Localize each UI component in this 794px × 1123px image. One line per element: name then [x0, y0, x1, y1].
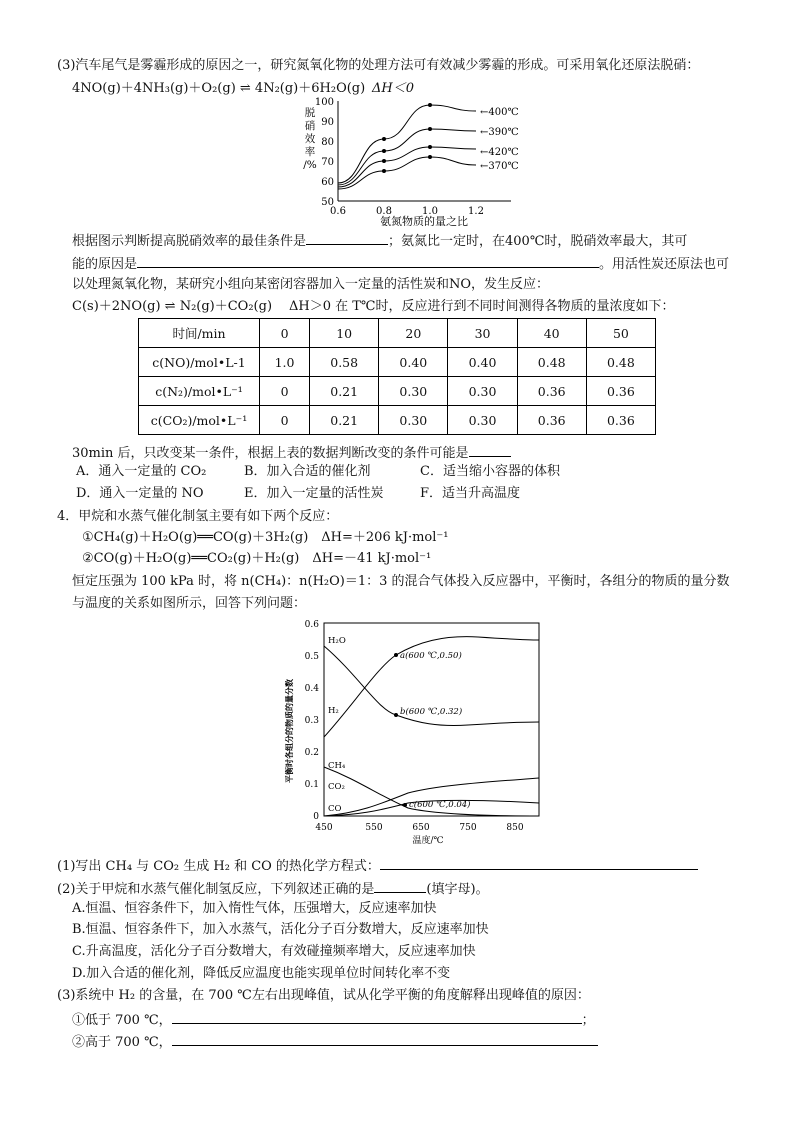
x-tick: 0.6 — [330, 206, 346, 217]
header-cell: 时间/min — [139, 319, 260, 348]
table-cell: 0.30 — [379, 377, 448, 406]
q4-3a-end: ； — [581, 1013, 595, 1028]
y-tick: 0.2 — [304, 748, 319, 758]
table-cell: 1.0 — [260, 348, 310, 377]
x-tick: 1.2 — [468, 206, 484, 217]
table-cell: 0.40 — [448, 348, 517, 377]
series-point — [428, 103, 432, 107]
y-tick: 0.1 — [304, 780, 319, 790]
series-label-h2o: H₂O — [328, 636, 346, 646]
y-tick: 70 — [321, 157, 334, 168]
option-f: F．适当升高温度 — [420, 486, 521, 501]
answer-blank[interactable] — [469, 443, 511, 457]
y-tick: 0.6 — [304, 620, 319, 630]
y-tick: 60 — [321, 177, 334, 188]
series-point — [382, 159, 386, 163]
x-label: 氨氮物质的量之比 — [380, 215, 468, 226]
table-row — [139, 406, 656, 435]
series-label-co2: CO₂ — [328, 782, 345, 792]
ylabel-char: 脱 — [304, 107, 316, 119]
y-tick: 100 — [314, 97, 334, 108]
table-cell: 0 — [260, 406, 310, 435]
y-tick: 0.5 — [304, 652, 319, 662]
header-cell: 50 — [586, 319, 655, 348]
point-c — [403, 803, 407, 807]
series-line — [338, 147, 476, 187]
q3-text-b: ；氨氮比一定时，在400℃时，脱硝效率最大，其可 — [388, 234, 688, 249]
answer-blank[interactable] — [306, 231, 388, 245]
series-point — [428, 155, 432, 159]
table-cell: 0.36 — [586, 406, 655, 435]
reaction-2: C(s)＋2NO(g) ⇌ N₂(g)＋CO₂(g) — [72, 299, 273, 314]
q4-reaction-2: ②CO(g)＋H₂O(g)══CO₂(g)＋H₂(g) ΔH=－41 kJ·mol⁻¹ — [82, 551, 432, 566]
q3-text-a: 根据图示判断提高脱硝效率的最佳条件是 — [72, 234, 307, 249]
answer-blank[interactable] — [380, 856, 698, 870]
option-2c: C.升高温度，活化分子百分数增大，有效碰撞频率增大，反应速率加快 — [72, 944, 476, 959]
table-cell: 0.21 — [310, 406, 379, 435]
option-a: A．通入一定量的 CO₂ — [76, 464, 207, 479]
table-cell: 0.40 — [379, 348, 448, 377]
table-cell: 0.36 — [517, 406, 586, 435]
q4-3a: ①低于 700 ℃， — [72, 1013, 172, 1028]
table-cell: 0.48 — [517, 348, 586, 377]
series-line — [338, 157, 476, 189]
q3-text-e: 以处理氮氧化物，某研究小组向某密闭容器加入一定量的活性炭和NO，发生反应： — [72, 277, 550, 292]
x-tick: 0.8 — [376, 206, 392, 217]
table-cell: 0.36 — [586, 377, 655, 406]
table-header-row — [139, 319, 656, 348]
ylabel-char: 效 — [304, 133, 316, 145]
q3-after: 30min 后，只改变某一条件，根据上表的数据判断改变的条件可能是 — [72, 446, 469, 461]
q4-2-tail: (填字母)。 — [426, 882, 489, 897]
x-label: 温度/℃ — [412, 836, 444, 845]
series-label-co: CO — [328, 804, 342, 814]
series-label: ←370℃ — [480, 161, 519, 172]
option-2d: D.加入合适的催化剂，降低反应温度也能实现单位时间转化率不变 — [72, 966, 451, 981]
answer-blank[interactable] — [374, 879, 426, 893]
series-point — [382, 149, 386, 153]
option-c: C．适当缩小容器的体积 — [420, 464, 560, 479]
chart1-ylabel — [303, 107, 317, 171]
option-2b: B.恒温、恒容条件下，加入水蒸气，活化分子百分数增大，反应速率加快 — [72, 922, 489, 937]
q4-1: (1)写出 CH₄ 与 CO₂ 生成 H₂ 和 CO 的热化学方程式： — [57, 859, 380, 874]
table-cell: 0.21 — [310, 377, 379, 406]
label-a: a(600 ℃,0.50) — [400, 651, 462, 661]
header-cell: 10 — [310, 319, 379, 348]
table-cell: 0.30 — [379, 406, 448, 435]
reaction-1: 4NO(g)＋4NH₃(g)＋O₂(g) ⇌ 4N₂(g)＋6H₂O(g) — [72, 81, 366, 96]
x-tick: 450 — [315, 823, 333, 833]
q4-2: (2)关于甲烷和水蒸气催化制氢反应，下列叙述正确的是 — [57, 882, 375, 897]
table-cell: c(CO₂)/mol•L⁻¹ — [139, 406, 260, 435]
header-cell: 0 — [260, 319, 310, 348]
reaction-1-dh: ΔH＜0 — [372, 81, 414, 96]
table-cell: 0.36 — [517, 377, 586, 406]
series-label-h2: H₂ — [328, 706, 339, 716]
series-point — [382, 137, 386, 141]
table-cell: 0 — [260, 377, 310, 406]
x-tick: 550 — [365, 823, 383, 833]
table-row — [139, 348, 656, 377]
ylabel-char: 率 — [304, 146, 316, 158]
co2-curve — [324, 778, 539, 816]
table-cell: c(NO)/mol•L-1 — [139, 348, 260, 377]
svg-text:平衡时各组分的物质的量分数: 平衡时各组分的物质的量分数 — [284, 679, 294, 783]
q4-condition-2: 与温度的关系如图所示，回答下列问题： — [72, 596, 307, 611]
table-row — [139, 377, 656, 406]
header-cell: 30 — [448, 319, 517, 348]
x-tick: 850 — [506, 823, 524, 833]
ylabel-char: /% — [303, 159, 317, 171]
q3-text-d: 。用活性炭还原法也可 — [599, 257, 730, 272]
series-point — [428, 145, 432, 149]
table-cell: 0.30 — [448, 377, 517, 406]
q4-reaction-1: ①CH₄(g)＋H₂O(g)══CO(g)＋3H₂(g) ΔH=＋206 kJ·mol⁻¹ — [82, 530, 449, 545]
series-point — [428, 127, 432, 131]
y-tick: 0 — [313, 812, 319, 822]
point-b — [394, 713, 398, 717]
chart2-ylabel — [284, 679, 294, 783]
header-cell: 40 — [517, 319, 586, 348]
point-a — [394, 653, 398, 657]
q4-condition-1: 恒定压强为 100 kPa 时，将 n(CH₄)：n(H₂O)＝1：3 的混合气体投入反应器中，平衡时，各组分的物质的量分数 — [72, 574, 730, 589]
equilibrium-chart — [278, 615, 548, 845]
label-b: b(600 ℃,0.32) — [400, 707, 463, 717]
y-tick: 0.4 — [304, 684, 319, 694]
table-cell: 0.48 — [586, 348, 655, 377]
q4-3b: ②高于 700 ℃， — [72, 1035, 172, 1050]
y-tick: 50 — [321, 197, 334, 208]
table-cell: 0.58 — [310, 348, 379, 377]
denitration-chart — [296, 96, 536, 226]
option-d: D．通入一定量的 NO — [76, 486, 204, 501]
y-tick: 80 — [321, 137, 334, 148]
y-tick: 0.3 — [304, 716, 319, 726]
concentration-table — [138, 318, 656, 435]
q4-title: 4．甲烷和水蒸气催化制氢主要有如下两个反应： — [57, 509, 339, 524]
x-tick: 1.0 — [422, 206, 438, 217]
header-cell: 20 — [379, 319, 448, 348]
q4-3: (3)系统中 H₂ 的含量，在 700 ℃左右出现峰值，试从化学平衡的角度解释出现峰值的原因： — [57, 988, 590, 1003]
series-label: ←400℃ — [480, 107, 519, 118]
answer-blank[interactable] — [137, 254, 599, 268]
option-b: B．加入合适的催化剂 — [244, 464, 371, 479]
q3-text-c: 能的原因是 — [72, 257, 138, 272]
reaction-2-tail: ΔH＞0 在 T℃时，反应进行到不同时间测得各物质的量浓度如下： — [289, 299, 675, 314]
y-tick: 90 — [321, 117, 334, 128]
ylabel-char: 硝 — [304, 120, 316, 132]
table-cell: c(N₂)/mol•L⁻¹ — [139, 377, 260, 406]
answer-blank[interactable] — [172, 1010, 582, 1024]
option-2a: A.恒温、恒容条件下，加入惰性气体，压强增大，反应速率加快 — [72, 901, 437, 916]
table-cell: 0.30 — [448, 406, 517, 435]
option-e: E．加入一定量的活性炭 — [244, 486, 384, 501]
label-c: c(600 ℃,0.04) — [409, 800, 471, 810]
x-tick: 650 — [412, 823, 430, 833]
series-label: ←420℃ — [480, 147, 519, 158]
series-point — [382, 169, 386, 173]
answer-blank[interactable] — [172, 1032, 598, 1046]
series-label: ←390℃ — [480, 127, 519, 138]
series-label-ch4: CH₄ — [328, 761, 346, 771]
q3-intro: (3)汽车尾气是雾霾形成的原因之一，研究氮氧化物的处理方法可有效减少雾霾的形成。可采用氧化还原法脱硝： — [57, 58, 700, 73]
x-tick: 750 — [459, 823, 477, 833]
